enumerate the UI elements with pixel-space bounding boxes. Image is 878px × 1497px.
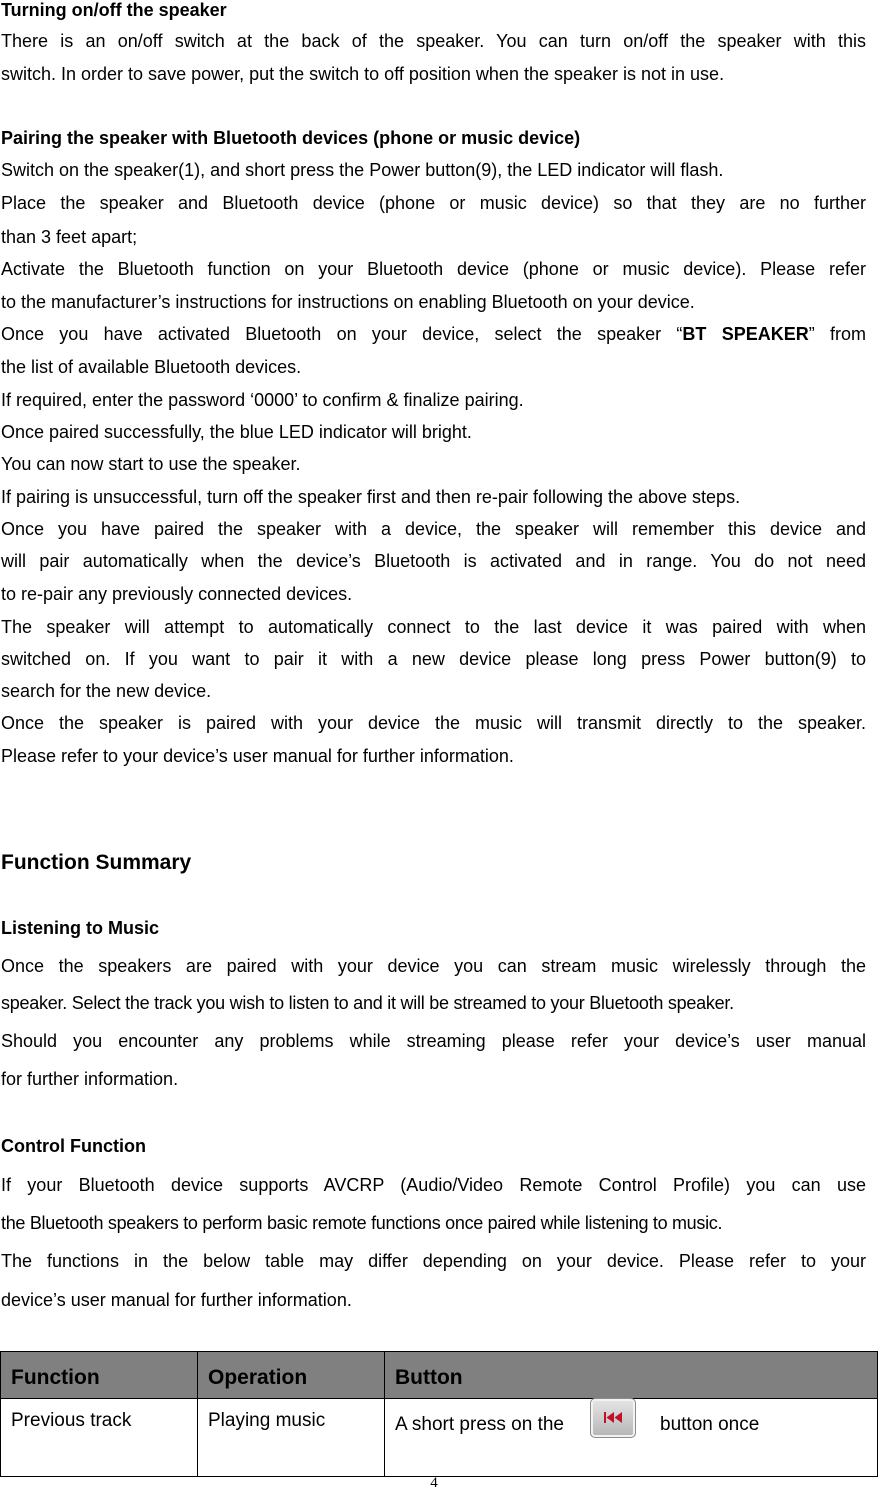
paragraph-line: Once you have paired the speaker with a device, the speaker will remember this device and: [1, 519, 866, 539]
paragraph-line: for further information.: [1, 1069, 179, 1089]
paragraph-line: switch. In order to save power, put the switch to off position when the speaker is not in use.: [1, 64, 725, 84]
paragraph-line: Switch on the speaker(1), and short press the Power button(9), the LED indicator will flash.: [1, 160, 724, 180]
paragraph-line: Once paired successfully, the blue LED indicator will bright.: [1, 422, 472, 442]
paragraph-line: Activate the Bluetooth function on your Bluetooth device (phone or music device). Please refer: [1, 259, 866, 279]
paragraph-line: will pair automatically when the device’s Bluetooth is activated and in range. You do not need: [1, 551, 866, 571]
page-title-function-summary: Function Summary: [1, 851, 192, 874]
paragraph-line: than 3 feet apart;: [1, 227, 138, 247]
cell-button-text-post: button once: [660, 1414, 760, 1436]
paragraph-line: the Bluetooth speakers to perform basic remote functions once paired while listening to music.: [1, 1213, 723, 1233]
cell-button-text-pre: A short press on the: [395, 1414, 564, 1436]
paragraph-line: speaker. Select the track you wish to listen to and it will be streamed to your Bluetooth speaker.: [1, 993, 734, 1013]
paragraph-line: You can now start to use the speaker.: [1, 454, 301, 474]
cell-button: [385, 1399, 878, 1477]
paragraph-line: The speaker will attempt to automatically connect to the last device it was paired with when: [1, 617, 866, 637]
cell-function: Previous track: [1, 1399, 198, 1477]
column-header-operation: Operation: [198, 1352, 385, 1399]
device-name: BT SPEAKER: [682, 324, 809, 344]
paragraph-line: device’s user manual for further information.: [1, 1290, 352, 1310]
paragraph-line: search for the new device.: [1, 681, 212, 701]
table-header-row: [1, 1352, 878, 1399]
paragraph-line: There is an on/off switch at the back of the speaker. You can turn on/off the speaker with this: [1, 31, 866, 51]
paragraph-line: Please refer to your device’s user manual for further information.: [1, 746, 514, 766]
paragraph-line: the list of available Bluetooth devices.: [1, 357, 302, 377]
page-number: 4: [430, 1475, 438, 1491]
previous-track-icon: [590, 1398, 636, 1438]
section-heading-listening: Listening to Music: [1, 918, 160, 938]
paragraph-line: If required, enter the password ‘0000’ to confirm & finalize pairing.: [1, 390, 524, 410]
paragraph-line: switched on. If you want to pair it with a new device please long press Power button(9) to: [1, 649, 866, 669]
paragraph-line: Once the speakers are paired with your device you can stream music wirelessly through the: [1, 956, 866, 976]
paragraph-line: If your Bluetooth device supports AVCRP (Audio/Video Remote Control Profile) you can use: [1, 1175, 866, 1195]
paragraph-line: Should you encounter any problems while streaming please refer your device’s user manual: [1, 1031, 866, 1051]
paragraph-line: If pairing is unsuccessful, turn off the speaker first and then re-pair following the above steps.: [1, 487, 741, 507]
section-heading-control: Control Function: [1, 1136, 146, 1156]
table-row: [1, 1399, 878, 1477]
column-header-button: Button: [385, 1352, 878, 1399]
paragraph-line: Once you have activated Bluetooth on your device, select the speaker “BT SPEAKER” from: [1, 324, 866, 344]
section-heading-pairing: Pairing the speaker with Bluetooth devices (phone or music device): [1, 128, 581, 148]
paragraph-line: to re-pair any previously connected devices.: [1, 584, 353, 604]
function-table: [0, 1351, 878, 1477]
paragraph-line: The functions in the below table may differ depending on your device. Please refer to your: [1, 1251, 866, 1271]
paragraph-line: to the manufacturer’s instructions for instructions on enabling Bluetooth on your device.: [1, 292, 695, 312]
column-header-function: Function: [1, 1352, 198, 1399]
paragraph-line: Place the speaker and Bluetooth device (phone or music device) so that they are no further: [1, 193, 866, 213]
cell-operation: Playing music: [198, 1399, 385, 1477]
section-heading-switch: Turning on/off the speaker: [1, 0, 227, 20]
paragraph-line: Once the speaker is paired with your device the music will transmit directly to the speaker.: [1, 713, 866, 733]
